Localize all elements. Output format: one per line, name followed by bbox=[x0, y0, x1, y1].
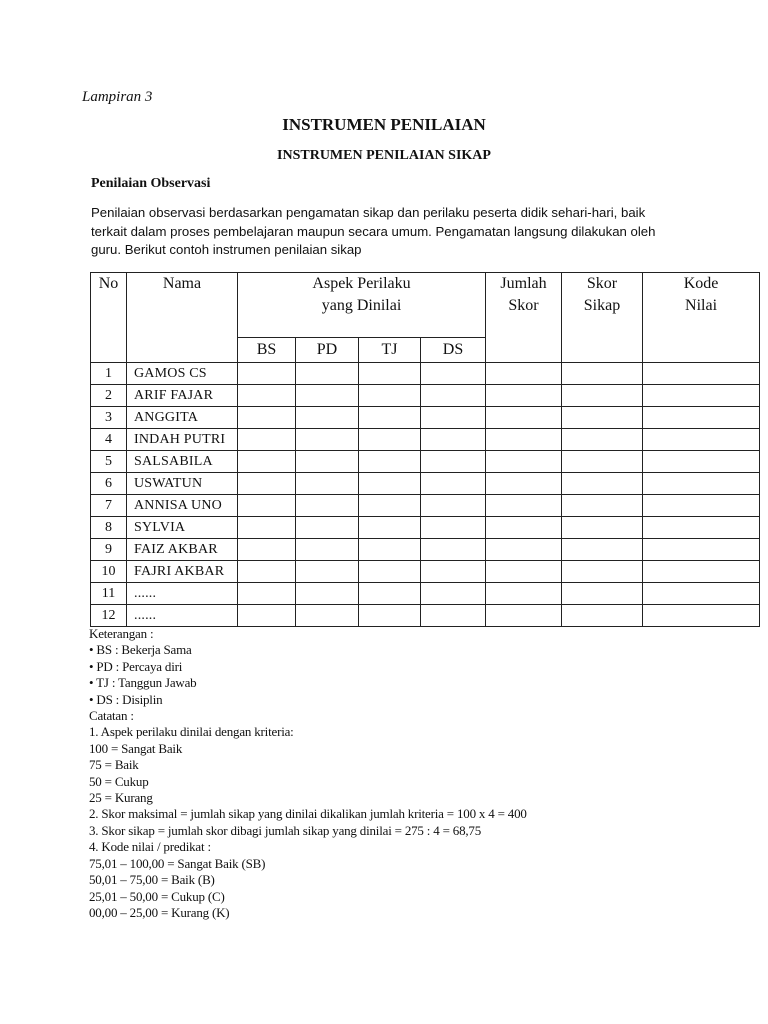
note-line: 75,01 – 100,00 = Sangat Baik (SB) bbox=[89, 855, 266, 871]
cell-bs[interactable] bbox=[238, 561, 296, 583]
note-line: 1. Aspek perilaku dinilai dengan kriteria: bbox=[89, 724, 294, 740]
row-number: 10 bbox=[91, 561, 127, 583]
cell-jumlah-skor[interactable] bbox=[486, 429, 562, 451]
header-aspek-line2: yang Dinilai bbox=[321, 297, 402, 314]
note-line: • BS : Bekerja Sama bbox=[89, 642, 192, 658]
cell-ds[interactable] bbox=[421, 583, 486, 605]
cell-tj[interactable] bbox=[359, 451, 421, 473]
cell-skor-sikap[interactable] bbox=[562, 605, 643, 627]
header-kode-line1: Kode bbox=[683, 275, 719, 292]
cell-kode-nilai[interactable] bbox=[643, 495, 760, 517]
header-jumlah-line1: Jumlah bbox=[500, 275, 547, 292]
subheader-ds: DS bbox=[421, 338, 486, 363]
cell-jumlah-skor[interactable] bbox=[486, 539, 562, 561]
student-name: USWATUN bbox=[127, 473, 238, 495]
cell-tj[interactable] bbox=[359, 385, 421, 407]
cell-tj[interactable] bbox=[359, 473, 421, 495]
note-line: 4. Kode nilai / predikat : bbox=[89, 839, 211, 855]
cell-bs[interactable] bbox=[238, 539, 296, 561]
subheader-tj: TJ bbox=[359, 338, 421, 363]
header-skor-line1: Skor bbox=[586, 275, 618, 292]
section-heading: Penilaian Observasi bbox=[91, 176, 211, 191]
header-kode-line2: Nilai bbox=[685, 297, 718, 314]
notes-section bbox=[89, 626, 527, 921]
table-row bbox=[91, 363, 760, 385]
table-body bbox=[91, 363, 760, 627]
row-number: 1 bbox=[91, 363, 127, 385]
note-line: 00,00 – 25,00 = Kurang (K) bbox=[89, 904, 230, 920]
cell-pd[interactable] bbox=[296, 539, 359, 561]
intro-paragraph bbox=[91, 204, 691, 260]
cell-kode-nilai[interactable] bbox=[643, 363, 760, 385]
student-name: FAIZ AKBAR bbox=[127, 539, 238, 561]
table-row bbox=[91, 407, 760, 429]
note-line: 100 = Sangat Baik bbox=[89, 740, 183, 756]
note-line: 2. Skor maksimal = jumlah sikap yang dinilai dikalikan jumlah kriteria = 100 x 4 = 400 bbox=[89, 806, 527, 822]
row-number: 12 bbox=[91, 605, 127, 627]
cell-skor-sikap[interactable] bbox=[562, 517, 643, 539]
cell-ds[interactable] bbox=[421, 605, 486, 627]
cell-ds[interactable] bbox=[421, 363, 486, 385]
row-number: 6 bbox=[91, 473, 127, 495]
cell-bs[interactable] bbox=[238, 429, 296, 451]
table-row bbox=[91, 473, 760, 495]
cell-tj[interactable] bbox=[359, 517, 421, 539]
table-row bbox=[91, 517, 760, 539]
cell-pd[interactable] bbox=[296, 561, 359, 583]
note-line: 50 = Cukup bbox=[89, 773, 149, 789]
cell-ds[interactable] bbox=[421, 539, 486, 561]
note-line: 75 = Baik bbox=[89, 757, 139, 773]
cell-bs[interactable] bbox=[238, 363, 296, 385]
row-number: 11 bbox=[91, 583, 127, 605]
table-row bbox=[91, 539, 760, 561]
cell-tj[interactable] bbox=[359, 429, 421, 451]
intro-line: terkait dalam proses pembelajaran maupun secara umum. Pengamatan langsung dilakukan oleh bbox=[91, 223, 656, 239]
cell-bs[interactable] bbox=[238, 473, 296, 495]
cell-kode-nilai[interactable] bbox=[643, 561, 760, 583]
cell-pd[interactable] bbox=[296, 363, 359, 385]
intro-line: Penilaian observasi berdasarkan pengamatan sikap dan perilaku peserta didik sehari-hari, baik bbox=[91, 205, 646, 220]
cell-kode-nilai[interactable] bbox=[643, 429, 760, 451]
cell-ds[interactable] bbox=[421, 451, 486, 473]
cell-bs[interactable] bbox=[238, 605, 296, 627]
header-aspek-line1: Aspek Perilaku bbox=[312, 275, 411, 292]
student-name: SALSABILA bbox=[127, 451, 238, 473]
cell-kode-nilai[interactable] bbox=[643, 451, 760, 473]
header-nama: Nama bbox=[127, 273, 238, 363]
cell-skor-sikap[interactable] bbox=[562, 429, 643, 451]
header-kode-nilai bbox=[643, 273, 760, 363]
cell-kode-nilai[interactable] bbox=[643, 583, 760, 605]
student-name: ...... bbox=[127, 605, 238, 627]
header-jumlah-line2: Skor bbox=[508, 297, 539, 314]
cell-skor-sikap[interactable] bbox=[562, 583, 643, 605]
cell-ds[interactable] bbox=[421, 407, 486, 429]
cell-bs[interactable] bbox=[238, 495, 296, 517]
row-number: 9 bbox=[91, 539, 127, 561]
cell-tj[interactable] bbox=[359, 605, 421, 627]
cell-skor-sikap[interactable] bbox=[562, 385, 643, 407]
cell-kode-nilai[interactable] bbox=[643, 605, 760, 627]
assessment-table bbox=[90, 272, 760, 627]
note-line: 25,01 – 50,00 = Cukup (C) bbox=[89, 888, 225, 904]
cell-tj[interactable] bbox=[359, 363, 421, 385]
cell-jumlah-skor[interactable] bbox=[486, 473, 562, 495]
cell-skor-sikap[interactable] bbox=[562, 495, 643, 517]
cell-tj[interactable] bbox=[359, 583, 421, 605]
cell-pd[interactable] bbox=[296, 407, 359, 429]
cell-jumlah-skor[interactable] bbox=[486, 561, 562, 583]
cell-skor-sikap[interactable] bbox=[562, 407, 643, 429]
student-name: ANGGITA bbox=[127, 407, 238, 429]
subheader-pd: PD bbox=[296, 338, 359, 363]
cell-jumlah-skor[interactable] bbox=[486, 385, 562, 407]
row-number: 8 bbox=[91, 517, 127, 539]
header-skor-line2: Sikap bbox=[583, 297, 621, 314]
cell-pd[interactable] bbox=[296, 451, 359, 473]
table-row bbox=[91, 451, 760, 473]
note-line: 50,01 – 75,00 = Baik (B) bbox=[89, 872, 215, 888]
student-name: ANNISA UNO bbox=[127, 495, 238, 517]
cell-tj[interactable] bbox=[359, 407, 421, 429]
cell-pd[interactable] bbox=[296, 605, 359, 627]
cell-bs[interactable] bbox=[238, 385, 296, 407]
student-name: INDAH PUTRI bbox=[127, 429, 238, 451]
cell-jumlah-skor[interactable] bbox=[486, 605, 562, 627]
cell-kode-nilai[interactable] bbox=[643, 385, 760, 407]
note-line: 25 = Kurang bbox=[89, 790, 153, 806]
student-name: FAJRI AKBAR bbox=[127, 561, 238, 583]
table-row bbox=[91, 605, 760, 627]
cell-bs[interactable] bbox=[238, 517, 296, 539]
cell-jumlah-skor[interactable] bbox=[486, 451, 562, 473]
row-number: 5 bbox=[91, 451, 127, 473]
student-name: GAMOS CS bbox=[127, 363, 238, 385]
cell-skor-sikap[interactable] bbox=[562, 451, 643, 473]
cell-pd[interactable] bbox=[296, 429, 359, 451]
table-row bbox=[91, 495, 760, 517]
cell-jumlah-skor[interactable] bbox=[486, 363, 562, 385]
cell-ds[interactable] bbox=[421, 473, 486, 495]
table-header-row bbox=[91, 273, 760, 338]
header-no: No bbox=[91, 273, 127, 363]
header-jumlah-skor bbox=[486, 273, 562, 363]
row-number: 2 bbox=[91, 385, 127, 407]
cell-bs[interactable] bbox=[238, 451, 296, 473]
cell-pd[interactable] bbox=[296, 517, 359, 539]
cell-pd[interactable] bbox=[296, 495, 359, 517]
subheader-bs: BS bbox=[238, 338, 296, 363]
document-title: INSTRUMEN PENILAIAN bbox=[282, 115, 486, 134]
document-subtitle: INSTRUMEN PENILAIAN SIKAP bbox=[277, 148, 491, 163]
intro-line: guru. Berikut contoh instrumen penilaian sikap bbox=[91, 242, 362, 257]
cell-kode-nilai[interactable] bbox=[643, 407, 760, 429]
cell-tj[interactable] bbox=[359, 539, 421, 561]
student-name: SYLVIA bbox=[127, 517, 238, 539]
cell-pd[interactable] bbox=[296, 583, 359, 605]
cell-jumlah-skor[interactable] bbox=[486, 583, 562, 605]
cell-ds[interactable] bbox=[421, 517, 486, 539]
header-skor-sikap bbox=[562, 273, 643, 363]
cell-pd[interactable] bbox=[296, 473, 359, 495]
cell-skor-sikap[interactable] bbox=[562, 363, 643, 385]
student-name: ...... bbox=[127, 583, 238, 605]
cell-jumlah-skor[interactable] bbox=[486, 407, 562, 429]
cell-ds[interactable] bbox=[421, 385, 486, 407]
cell-bs[interactable] bbox=[238, 583, 296, 605]
cell-pd[interactable] bbox=[296, 385, 359, 407]
cell-tj[interactable] bbox=[359, 495, 421, 517]
table-row bbox=[91, 561, 760, 583]
cell-tj[interactable] bbox=[359, 561, 421, 583]
cell-jumlah-skor[interactable] bbox=[486, 495, 562, 517]
cell-skor-sikap[interactable] bbox=[562, 561, 643, 583]
row-number: 3 bbox=[91, 407, 127, 429]
student-name: ARIF FAJAR bbox=[127, 385, 238, 407]
note-line: • DS : Disiplin bbox=[89, 691, 163, 707]
cell-bs[interactable] bbox=[238, 407, 296, 429]
cell-kode-nilai[interactable] bbox=[643, 473, 760, 495]
cell-kode-nilai[interactable] bbox=[643, 539, 760, 561]
note-line: 3. Skor sikap = jumlah skor dibagi jumlah sikap yang dinilai = 275 : 4 = 68,75 bbox=[89, 822, 482, 838]
table-row bbox=[91, 385, 760, 407]
cell-ds[interactable] bbox=[421, 495, 486, 517]
cell-skor-sikap[interactable] bbox=[562, 539, 643, 561]
cell-kode-nilai[interactable] bbox=[643, 517, 760, 539]
table-row bbox=[91, 583, 760, 605]
note-line: • PD : Percaya diri bbox=[89, 658, 183, 674]
cell-ds[interactable] bbox=[421, 429, 486, 451]
row-number: 4 bbox=[91, 429, 127, 451]
table-row bbox=[91, 429, 760, 451]
note-line: Keterangan : bbox=[89, 626, 154, 641]
header-aspek bbox=[238, 273, 486, 338]
note-line: Catatan : bbox=[89, 708, 134, 724]
cell-jumlah-skor[interactable] bbox=[486, 517, 562, 539]
row-number: 7 bbox=[91, 495, 127, 517]
cell-skor-sikap[interactable] bbox=[562, 473, 643, 495]
note-line: • TJ : Tanggun Jawab bbox=[89, 675, 197, 691]
appendix-label: Lampiran 3 bbox=[82, 89, 153, 105]
cell-ds[interactable] bbox=[421, 561, 486, 583]
